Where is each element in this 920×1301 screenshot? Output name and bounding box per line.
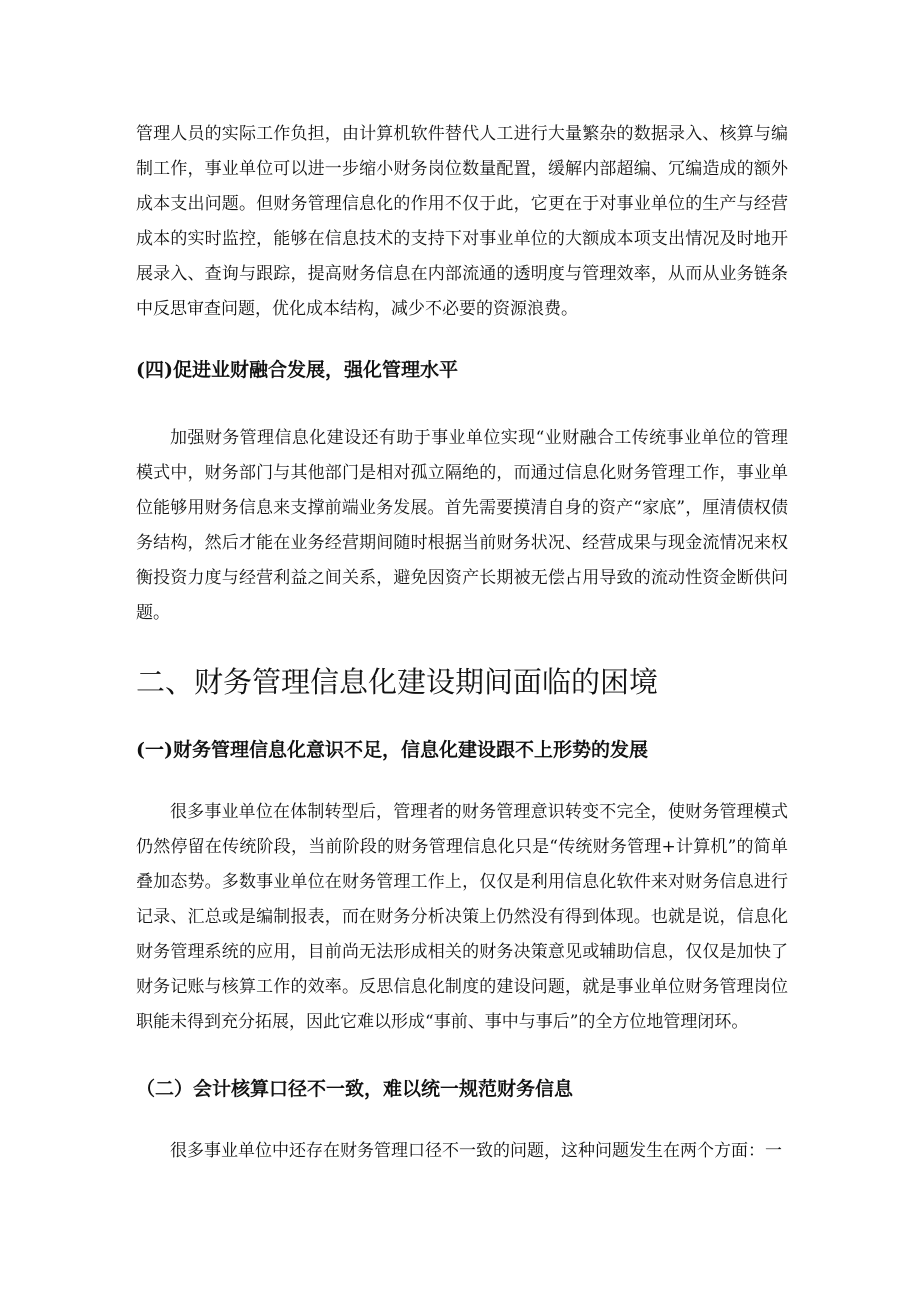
- subheading-one: (一)财务管理信息化意识不足，信息化建设跟不上形势的发展: [136, 739, 648, 761]
- paragraph-awareness-insufficient: 很多事业单位在体制转型后，管理者的财务管理意识转变不完全，使财务管理模式仍然停留在传统阶段，当前阶段的财务管理信息化只是“传统财务管理+计算机”的简单叠加态势。多数事业单位在财务管理工作上，仅仅是利用信息化软件来对财务信息进行记录、汇总或是编制报表，而在财务分析决策上仍然没有得到体现。也就是说，信息化财务管理系统的应用，目前尚无法形成相关的财务决策意见或辅助信息，仅仅是加快了财务记账与核算工作的效率。反思信息化制度的建设问题，就是事业单位财务管理岗位职能未得到充分拓展，因此它难以形成“事前、事中与事后”的全方位地管理闭环。: [136, 802, 788, 1032]
- section-heading-two: 二、财务管理信息化建设期间面临的困境: [136, 665, 659, 699]
- paragraph-cost-control: 管理人员的实际工作负担，由计算机软件替代人工进行大量繁杂的数据录入、核算与编制工作，事业单位可以进一步缩小财务岗位数量配置，缓解内部超编、冗编造成的额外成本支出问题。但财务管理信息化的作用不仅于此，它更在于对事业单位的生产与经营成本的实时监控，能够在信息技术的支持下对事业单位的大额成本项支出情况及时地开展录入、查询与跟踪，提高财务信息在内部流通的透明度与管理效率，从而从业务链条中反思审查问题，优化成本结构，减少不必要的资源浪费。: [136, 124, 788, 319]
- paragraph-accounting-caliber: 很多事业单位中还存在财务管理口径不一致的问题，这种问题发生在两个方面：一: [170, 1141, 782, 1161]
- paragraph-business-finance-integration: 加强财务管理信息化建设还有助于事业单位实现“业财融合工传统事业单位的管理模式中，财务部门与其他部门是相对孤立隔绝的，而通过信息化财务管理工作，事业单位能够用财务信息来支撑前端业务发展。首先需要摸清自身的资产“家底”，厘清债权债务结构，然后才能在业务经营期间随时根据当前财务状况、经营成果与现金流情况来权衡投资力度与经营利益之间关系，避免因资产长期被无偿占用导致的流动性资金断供问题。: [136, 428, 788, 623]
- subheading-two: （二）会计核算口径不一致，难以统一规范财务信息: [136, 1078, 574, 1100]
- subheading-four: (四)促进业财融合发展，强化管理水平: [136, 359, 458, 381]
